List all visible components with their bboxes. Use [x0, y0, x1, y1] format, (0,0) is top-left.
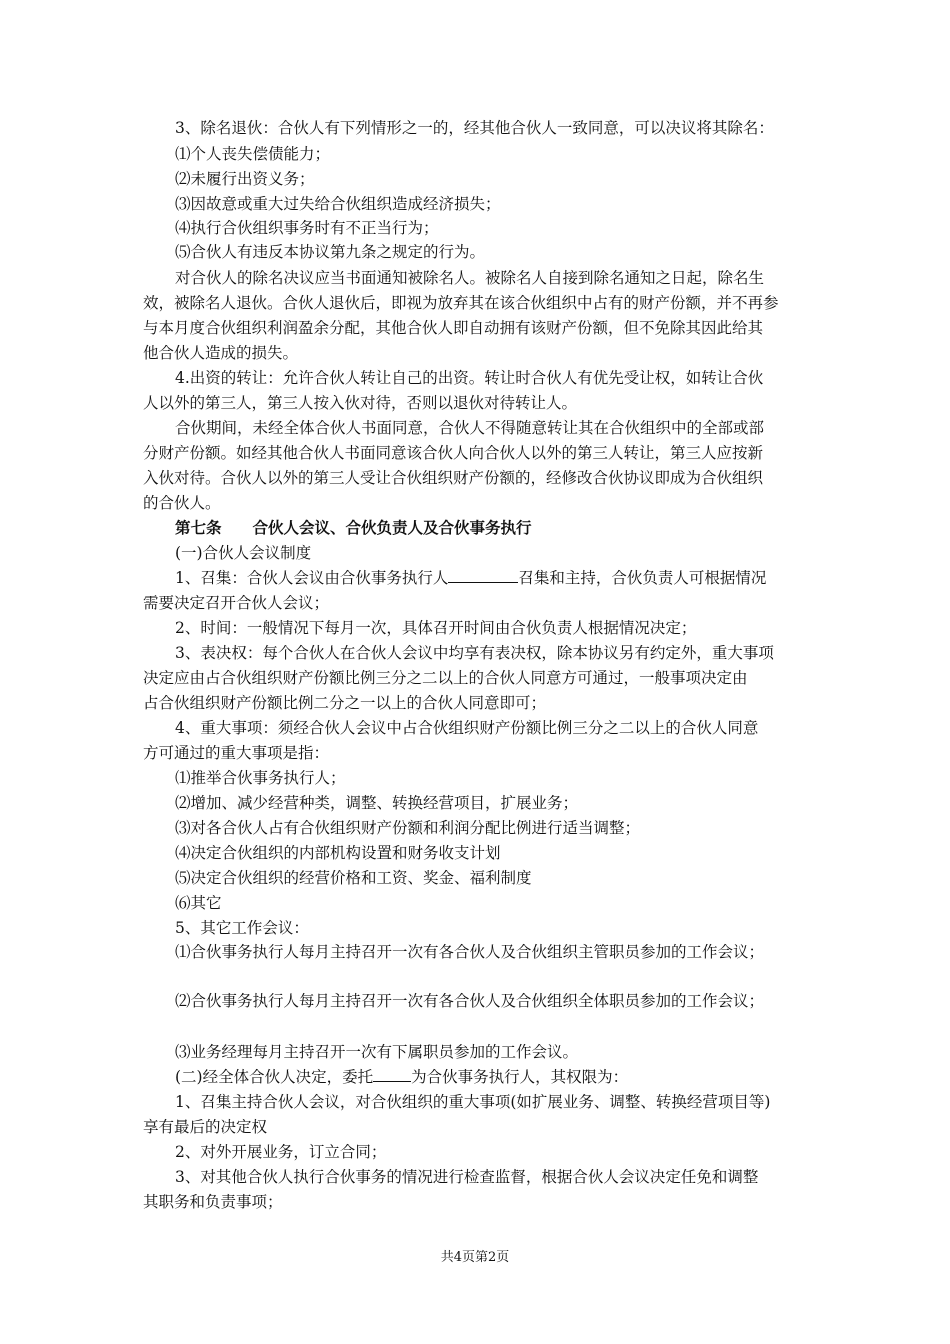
fill-in-blank: [373, 1066, 411, 1082]
text-line: 其职务和负责事项；: [143, 1193, 283, 1211]
text-line: ⑵合伙事务执行人每月主持召开一次有各合伙人及合伙组织全体职员参加的工作会议；: [175, 992, 765, 1010]
text-line: 与本月度合伙组织利润盈余分配，其他合伙人即自动拥有该财产份额，但不免除其因此给其: [143, 319, 764, 337]
text-line: 享有最后的决定权: [143, 1118, 268, 1136]
text-line: 2、对外开展业务，订立合同；: [175, 1143, 387, 1161]
text-line: 合伙期间，未经全体合伙人书面同意，合伙人不得随意转让其在合伙组织中的全部或部: [175, 419, 765, 437]
text-segment: 1、召集：合伙人会议由合伙事务执行人: [175, 569, 449, 587]
text-line: ⑵增加、减少经营种类，调整、转换经营项目，扩展业务；: [175, 794, 579, 812]
text-line: 入伙对待。合伙人以外的第三人受让合伙组织财产份额的，经修改合伙协议即成为合伙组织: [143, 469, 764, 487]
text-line: 的合伙人。: [143, 494, 221, 512]
text-line: 分财产份额。如经其他合伙人书面同意该合伙人向合伙人以外的第三人转让，第三人应按新: [143, 444, 764, 462]
text-line: ⑴个人丧失偿债能力；: [175, 145, 331, 163]
text-line: 1、召集主持合伙人会议，对合伙组织的重大事项(如扩展业务、调整、转换经营项目等): [175, 1093, 771, 1111]
text-line: 2、时间：一般情况下每月一次，具体召开时间由合伙负责人根据情况决定；: [175, 619, 697, 637]
text-line: [175, 566, 766, 590]
text-line: 方可通过的重大事项是指：: [143, 744, 330, 762]
text-line: 3、表决权：每个合伙人在合伙人会议中均享有表决权，除本协议另有约定外，重大事项: [175, 644, 774, 662]
text-line: 3、除名退伙：合伙人有下列情形之一的，经其他合伙人一致同意，可以决议将其除名：: [175, 119, 774, 137]
text-line: ⑹其它: [175, 894, 222, 912]
text-segment: (二)经全体合伙人决定，委托: [175, 1068, 374, 1086]
page-footer: 共4页第2页: [440, 1250, 510, 1265]
text-line: ⑸决定合伙组织的经营价格和工资、奖金、福利制度: [175, 869, 532, 887]
text-line: ⑶业务经理每月主持召开一次有下属职员参加的工作会议。: [175, 1043, 579, 1061]
text-line: ⑷决定合伙组织的内部机构设置和财务收支计划: [175, 844, 501, 862]
text-line: 3、对其他合伙人执行合伙事务的情况进行检查监督，根据合伙人会议决定任免和调整: [175, 1168, 759, 1186]
section-heading: (一)合伙人会议制度: [175, 544, 312, 562]
text-line: 需要决定召开合伙人会议；: [143, 594, 330, 612]
text-line: 5、其它工作会议：: [175, 919, 309, 937]
text-line: ⑸合伙人有违反本协议第九条之规定的行为。: [175, 243, 486, 261]
text-line: ⑴合伙事务执行人每月主持召开一次有各合伙人及合伙组织主管职员参加的工作会议；: [175, 943, 765, 961]
text-line: ⑴推举合伙事务执行人；: [175, 769, 346, 787]
text-line: [175, 1065, 628, 1089]
fill-in-blank: [448, 567, 518, 583]
text-line: 4.出资的转让：允许合伙人转让自己的出资。转让时合伙人有优先受让权，如转让合伙: [175, 369, 764, 387]
text-line: 占合伙组织财产份额比例二分之一以上的合伙人同意即可；: [143, 694, 547, 712]
text-segment: 召集和主持，合伙负责人可根据情况: [518, 569, 767, 587]
text-line: 他合伙人造成的损失。: [143, 344, 299, 362]
text-segment: 为合伙事务执行人，其权限为：: [411, 1068, 629, 1086]
text-line: 人以外的第三人，第三人按入伙对待，否则以退伙对待转让人。: [143, 394, 578, 412]
text-line: 4、重大事项：须经合伙人会议中占合伙组织财产份额比例三分之二以上的合伙人同意: [175, 719, 759, 737]
text-line: 对合伙人的除名决议应当书面通知被除名人。被除名人自接到除名通知之日起，除名生: [175, 269, 765, 287]
text-line: ⑶因故意或重大过失给合伙组织造成经济损失；: [175, 195, 501, 213]
article-heading: 第七条 合伙人会议、合伙负责人及合伙事务执行: [175, 518, 532, 537]
text-line: ⑵未履行出资义务；: [175, 170, 315, 188]
text-line: ⑷执行合伙组织事务时有不正当行为；: [175, 219, 439, 237]
text-line: 决定应由占合伙组织财产份额比例三分之二以上的合伙人同意方可通过，一般事项决定由: [143, 669, 748, 687]
text-line: ⑶对各合伙人占有合伙组织财产份额和利润分配比例进行适当调整；: [175, 819, 641, 837]
text-line: 效，被除名人退伙。合伙人退伙后，即视为放弃其在该合伙组织中占有的财产份额，并不再参: [143, 294, 779, 312]
